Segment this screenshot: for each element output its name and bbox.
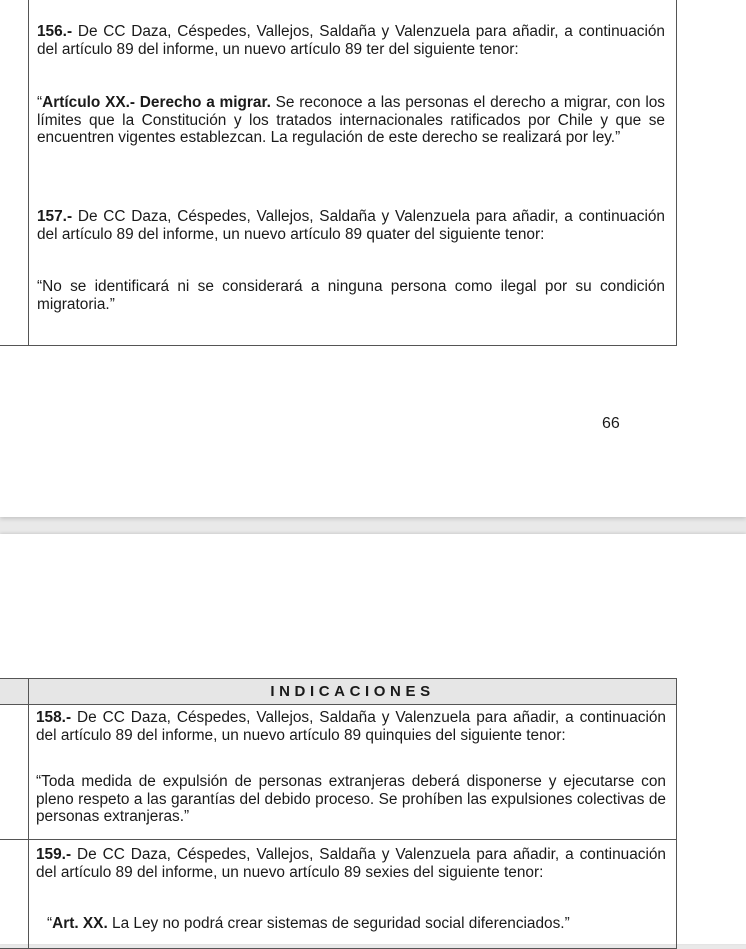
item-number: 159.-: [36, 846, 72, 863]
table-header-left: [0, 678, 28, 705]
item-number: 157.-: [37, 208, 73, 225]
item-159-quote: “Art. XX. La Ley no podrá crear sistemas de seguridad social diferenciados.”: [47, 915, 570, 932]
item-156-quote: “Artículo XX.- Derecho a migrar. Se reconoce a las personas el derecho a migrar, con los límites que la Constitución y los tratados internacionales ratificados por Chile y que se encuentren vigentes establezcan. La regulación de este derecho se realizará por ley.”: [37, 94, 665, 146]
item-number: 158.-: [36, 709, 72, 726]
item-156-intro: 156.- De CC Daza, Céspedes, Vallejos, Saldaña y Valenzuela para añadir, a continuación del artículo 89 del informe, un nuevo artículo 89 ter del siguiente tenor:: [37, 23, 665, 58]
table-left-column: [0, 704, 28, 840]
item-158-intro: 158.- De CC Daza, Céspedes, Vallejos, Saldaña y Valenzuela para añadir, a continuación del artículo 89 del informe, un nuevo artículo 89 quinquies del siguiente tenor:: [36, 709, 666, 744]
document-page-67: [0, 534, 746, 944]
page-number: 66: [602, 415, 620, 432]
table-left-column: [0, 839, 28, 949]
item-159-intro: 159.- De CC Daza, Céspedes, Vallejos, Saldaña y Valenzuela para añadir, a continuación del artículo 89 del informe, un nuevo artículo 89 sexies del siguiente tenor:: [36, 846, 666, 881]
item-157-quote: “No se identificará ni se considerará a ninguna persona como ilegal por su condición migratoria.”: [37, 278, 665, 313]
item-158-cell: [28, 704, 677, 840]
item-number: 156.-: [37, 23, 73, 40]
item-157-intro: 157.- De CC Daza, Céspedes, Vallejos, Saldaña y Valenzuela para añadir, a continuación del artículo 89 del informe, un nuevo artículo 89 quater del siguiente tenor:: [37, 208, 665, 243]
indicaciones-header: INDICACIONES: [28, 678, 677, 705]
table-left-column: [0, 0, 28, 346]
indicaciones-cell: [28, 0, 677, 346]
item-159-cell: [28, 839, 677, 949]
item-158-quote: “Toda medida de expulsión de personas extranjeras deberá disponerse y ejecutarse con pleno respeto a las garantías del debido proceso. Se prohíben las expulsiones colectivas de personas extranjeras.”: [36, 773, 666, 825]
